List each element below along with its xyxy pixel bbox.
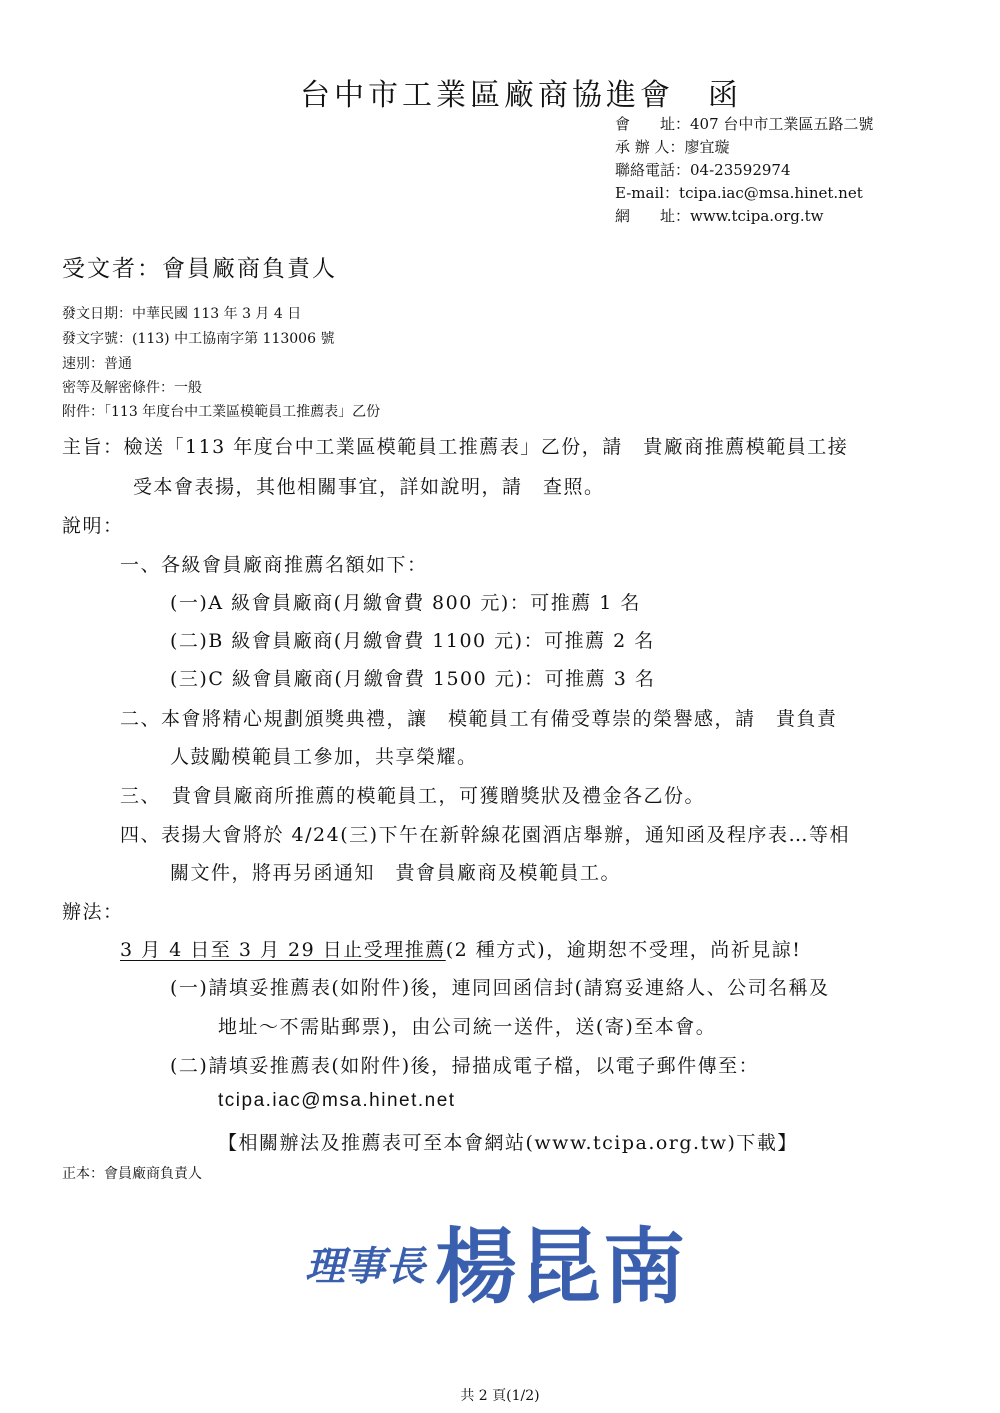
explanation-item-4-line-2: 關文件，將再另函通知 貴會員廠商及模範員工。 — [170, 862, 622, 884]
deadline-rest-text: (2 種方式)，逾期恕不受理，尚祈見諒! — [445, 939, 802, 961]
document-number: 發文字號：(113) 中工協南字第 113006 號 — [62, 331, 335, 347]
contact-handler: 承 辦 人：廖宜璇 — [615, 138, 730, 156]
explanation-item-2-line-2: 人鼓勵模範員工參加，共享榮耀。 — [170, 746, 478, 768]
explanation-item-3: 三、 貴會員廠商所推薦的模範員工，可獲贈獎狀及禮金各乙份。 — [120, 785, 706, 807]
explanation-heading: 說明： — [62, 515, 124, 537]
signature-title: 理事長 — [305, 1243, 425, 1290]
method-option-2-email: tcipa.iac@msa.hinet.net — [218, 1090, 456, 1111]
issue-date: 發文日期：中華民國 113 年 3 月 4 日 — [62, 306, 302, 322]
subject-line-1: 主旨：檢送「113 年度台中工業區模範員工推薦表」乙份，請 貴廠商推薦模範員工接 — [62, 436, 849, 458]
contact-website: 網 址：www.tcipa.org.tw — [615, 207, 824, 225]
explanation-item-4-line-1: 四、表揚大會將於 4/24(三)下午在新幹線花園酒店舉辦，通知函及程序表…等相 — [120, 824, 851, 846]
secrecy-level: 密等及解密條件：一般 — [62, 380, 202, 396]
method-option-1-line-1: (一)請填妥推薦表(如附件)後，連同回函信封(請寫妥連絡人、公司名稱及 — [170, 977, 830, 999]
speed-level: 速別：普通 — [62, 356, 132, 372]
explanation-item-2-line-1: 二、本會將精心規劃頒獎典禮，讓 模範員工有備受尊崇的榮譽感，請 貴負責 — [120, 708, 838, 730]
copy-recipient: 正本：會員廠商負責人 — [62, 1166, 202, 1182]
download-note: 【相關辦法及推薦表可至本會網站(www.tcipa.org.tw)下載】 — [218, 1132, 798, 1154]
signature-name: 楊昆南 — [435, 1219, 688, 1315]
attachment: 附件：「113 年度台中工業區模範員工推薦表」乙份 — [62, 404, 381, 420]
letter-title: 台中市工業區廠商協進會 函 — [300, 78, 742, 113]
explanation-sub-3: (三)C 級會員廠商(月繳會費 1500 元)：可推薦 3 名 — [170, 668, 656, 690]
method-option-2-line-1: (二)請填妥推薦表(如附件)後，掃描成電子檔，以電子郵件傳至： — [170, 1055, 760, 1077]
contact-email: E-mail：tcipa.iac@msa.hinet.net — [615, 184, 863, 202]
method-heading: 辦法： — [62, 901, 124, 923]
contact-phone: 聯絡電話：04-23592974 — [615, 161, 791, 179]
explanation-item-1: 一、各級會員廠商推薦名額如下： — [120, 554, 428, 576]
page-number: 共 2 頁(1/2) — [460, 1388, 540, 1404]
subject-line-2: 受本會表揚，其他相關事宜，詳如說明，請 查照。 — [133, 476, 605, 498]
explanation-sub-2: (二)B 級會員廠商(月繳會費 1100 元)：可推薦 2 名 — [170, 630, 655, 652]
deadline-underlined-text: 3 月 4 日至 3 月 29 日止受理推薦 — [120, 939, 446, 961]
method-deadline — [120, 935, 801, 962]
method-option-1-line-2: 地址～不需貼郵票)，由公司統一送件，送(寄)至本會。 — [218, 1016, 717, 1038]
contact-address: 會 址：407 台中市工業區五路二號 — [615, 115, 874, 133]
chairman-signature-stamp — [300, 1205, 720, 1315]
explanation-sub-1: (一)A 級會員廠商(月繳會費 800 元)：可推薦 1 名 — [170, 592, 641, 614]
recipient: 受文者：會員廠商負責人 — [62, 256, 337, 282]
